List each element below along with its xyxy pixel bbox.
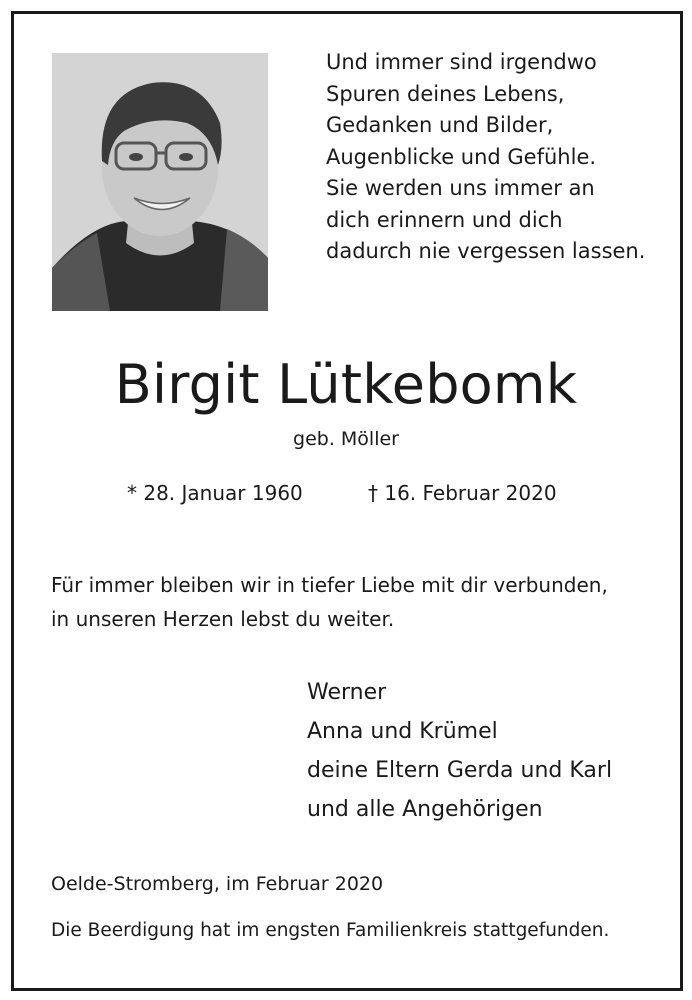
deceased-name: Birgit Lütkebomk	[114, 353, 578, 416]
funeral-note: Die Beerdigung hat im engsten Familienkreis stattgefunden.	[51, 920, 610, 941]
place-and-date: Oelde-Stromberg, im Februar 2020	[51, 873, 384, 895]
birth-name: geb. Möller	[293, 428, 399, 450]
portrait-photo	[52, 53, 268, 311]
message-line: in unseren Herzen lebst du weiter.	[51, 607, 395, 631]
poem-line: Sie werden uns immer an	[326, 176, 595, 200]
birth-date: * 28. Januar 1960	[127, 481, 303, 505]
memorial-message	[51, 568, 608, 636]
poem-line: dich erinnern und dich	[326, 207, 563, 232]
mourner-line: Anna und Krümel	[307, 719, 498, 744]
message-line: Für immer bleiben wir in tiefer Liebe mit dir verbunden,	[51, 573, 608, 597]
poem-line: dadurch nie vergessen lassen.	[326, 239, 646, 263]
death-date: † 16. Februar 2020	[368, 481, 557, 505]
poem-line: Augenblicke und Gefühle.	[326, 144, 597, 169]
mourners-list	[307, 673, 612, 829]
poem-line: Gedanken und Bilder,	[326, 113, 554, 137]
poem-line: Und immer sind irgendwo	[326, 50, 597, 74]
poem-line: Spuren deines Lebens,	[326, 81, 565, 106]
poem-verse	[326, 47, 645, 268]
mourner-line: deine Eltern Gerda und Karl	[307, 758, 613, 783]
mourner-line: und alle Angehörigen	[307, 797, 543, 822]
mourner-line: Werner	[307, 680, 387, 705]
